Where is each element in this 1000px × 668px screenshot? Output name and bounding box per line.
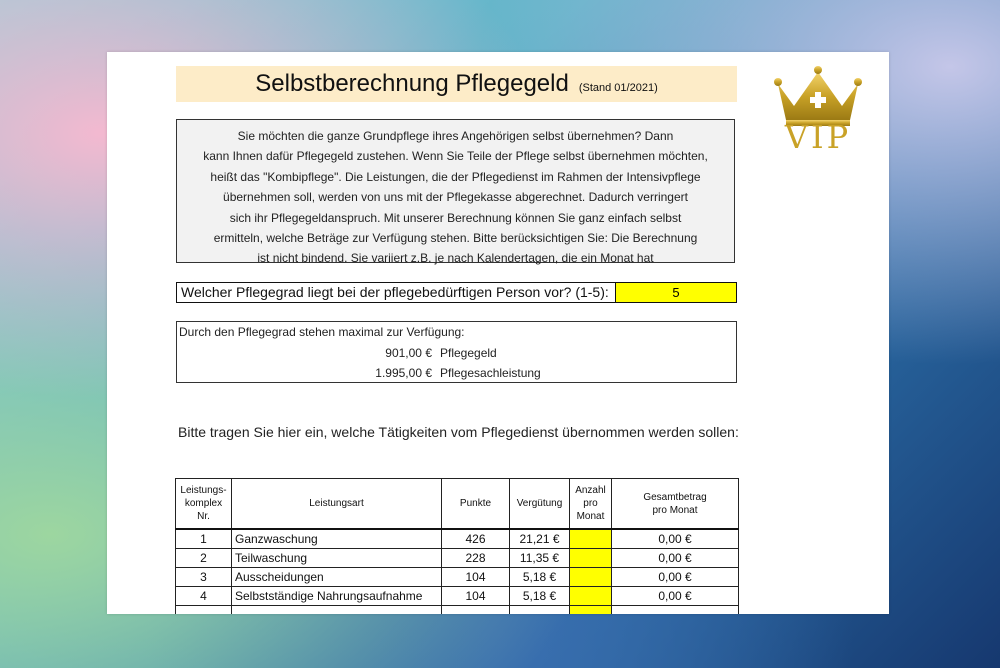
cell-punkte: 426 xyxy=(442,529,510,549)
available-heading: Durch den Pflegegrad stehen maximal zur Verfügung: xyxy=(179,325,465,339)
cell-verguetung: 5,18 € xyxy=(510,568,570,587)
cell-punkte: 104 xyxy=(442,568,510,587)
header-punkte: Punkte xyxy=(442,479,510,530)
cell-leistungsart: Teilwaschung xyxy=(232,549,442,568)
anzahl-input[interactable] xyxy=(570,529,612,549)
table-header-row xyxy=(176,479,739,530)
table-row xyxy=(176,529,739,549)
pflegegrad-label: Welcher Pflegegrad liegt bei der pflegebedürftigen Person vor? (1-5): xyxy=(181,284,609,300)
available-row-pflegegeld xyxy=(177,346,736,364)
cell-leistungsart: Selbstständige Nahrungsaufnahme xyxy=(232,587,442,606)
anzahl-input[interactable] xyxy=(570,606,612,615)
header-anzahl: Anzahl pro Monat xyxy=(570,479,612,530)
pflegesachleistung-label: Pflegesachleistung xyxy=(440,366,541,380)
intro-line: heißt das "Kombipflege". Die Leistungen, die der Pflegedienst im Rahmen der Intensivpflege xyxy=(210,169,701,184)
pflegegrad-input[interactable]: 5 xyxy=(615,283,736,302)
header-gesamtbetrag: Gesamtbetrag pro Monat xyxy=(612,479,739,530)
leistungskomplex-table xyxy=(175,478,739,614)
available-row-pflegesachleistung xyxy=(177,366,736,384)
cell-gesamtbetrag: 0,00 € xyxy=(612,587,739,606)
vip-logo xyxy=(770,62,866,156)
header-nr: Leistungs- komplex Nr. xyxy=(176,479,232,530)
available-amounts-box xyxy=(176,321,737,383)
cell-verguetung: 21,21 € xyxy=(510,529,570,549)
header-verguetung: Vergütung xyxy=(510,479,570,530)
table-row xyxy=(176,568,739,587)
cell-verguetung: 11,35 € xyxy=(510,549,570,568)
cell-nr: 3 xyxy=(176,568,232,587)
cell-nr: 1 xyxy=(176,529,232,549)
cell-nr: 2 xyxy=(176,549,232,568)
logo-text: VIP xyxy=(784,118,852,156)
page-title: Selbstberechnung Pflegegeld xyxy=(255,70,569,97)
pflegegeld-amount: 901,00 € xyxy=(385,346,432,360)
cell-leistungsart: Ganzwaschung xyxy=(232,529,442,549)
pflegesachleistung-amount: 1.995,00 € xyxy=(375,366,432,380)
spreadsheet-page xyxy=(107,52,889,614)
intro-line: übernehmen soll, werden von uns mit der Pflegekasse abgerechnet. Dadurch verringert xyxy=(223,190,688,205)
cell-gesamtbetrag: 0,00 € xyxy=(612,568,739,587)
anzahl-input[interactable] xyxy=(570,568,612,587)
header-leistungsart: Leistungsart xyxy=(232,479,442,530)
instruction-text: Bitte tragen Sie hier ein, welche Tätigkeiten vom Pflegedienst übernommen werden sollen: xyxy=(178,424,739,440)
intro-line: ist nicht bindend. Sie variiert z.B. je nach Kalendertagen, die ein Monat hat xyxy=(257,251,654,266)
intro-line: sich ihr Pflegegeldanspruch. Mit unserer Berechnung können Sie ganz einfach selbst xyxy=(229,210,682,225)
intro-line: Sie möchten die ganze Grundpflege ihres Angehörigen selbst übernehmen? Dann xyxy=(237,129,674,143)
cell-gesamtbetrag: 0,00 € xyxy=(612,549,739,568)
cell-leistungsart: Ausscheidungen xyxy=(232,568,442,587)
table-row xyxy=(176,606,739,615)
anzahl-input[interactable] xyxy=(570,549,612,568)
title-bar xyxy=(176,66,737,102)
title-date: (Stand 01/2021) xyxy=(578,82,658,94)
anzahl-input[interactable] xyxy=(570,587,612,606)
cell-punkte: 104 xyxy=(442,587,510,606)
table-row xyxy=(176,549,739,568)
intro-line: kann Ihnen dafür Pflegegeld zustehen. Wenn Sie Teile der Pflege selbst übernehmen möchten, xyxy=(203,149,708,164)
cell-gesamtbetrag: 0,00 € xyxy=(612,529,739,549)
intro-text-box xyxy=(176,119,735,266)
cell-punkte: 228 xyxy=(442,549,510,568)
pflegegrad-question xyxy=(176,282,737,303)
cell-nr: 4 xyxy=(176,587,232,606)
cell-verguetung: 5,18 € xyxy=(510,587,570,606)
table-row xyxy=(176,587,739,606)
intro-line: ermitteln, welche Beträge zur Verfügung stehen. Bitte berücksichtigen Sie: Die Berechnung xyxy=(213,231,698,246)
pflegegeld-label: Pflegegeld xyxy=(440,346,497,360)
